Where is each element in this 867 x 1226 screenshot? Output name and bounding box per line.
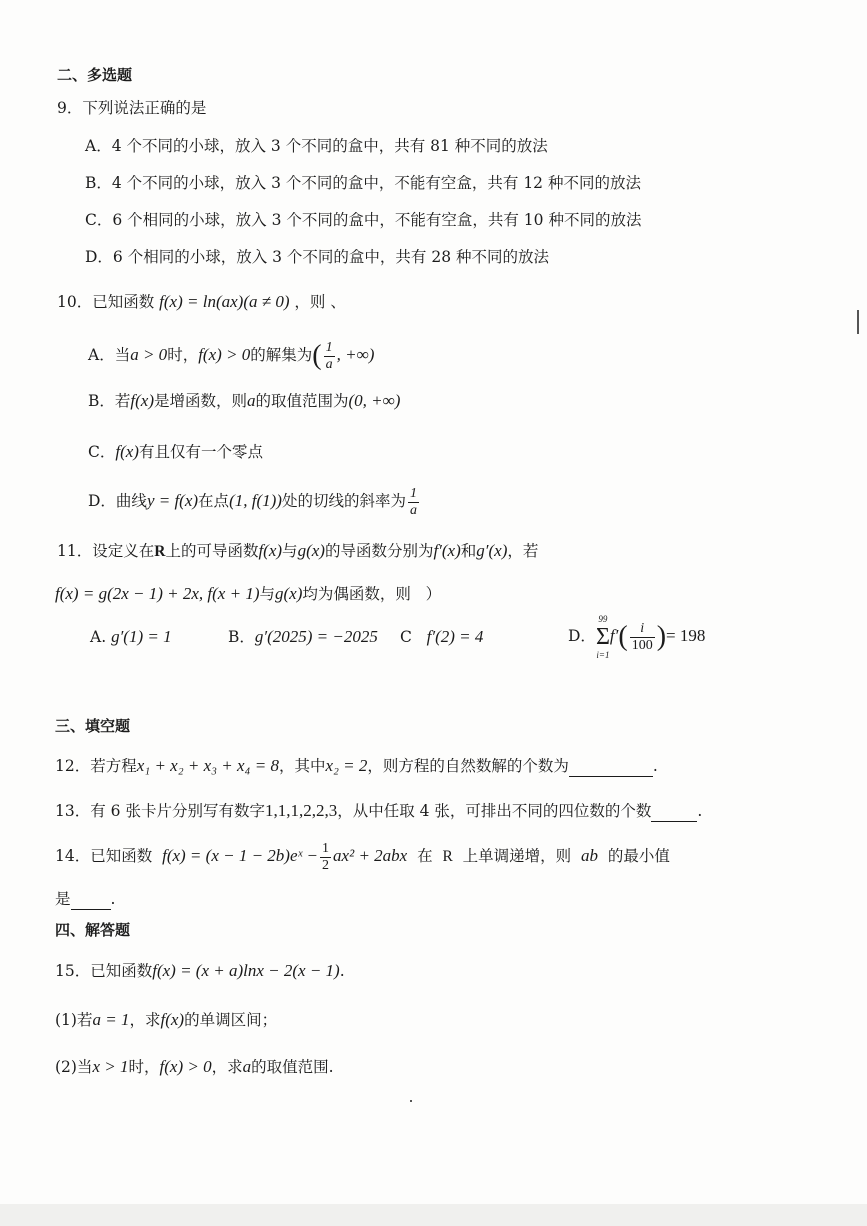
- q13-end: .: [697, 802, 703, 820]
- q12-equation: x₁ + x₂ + x₃ + x₄ = 8: [136, 756, 279, 775]
- q10-option-c: [88, 441, 263, 463]
- q11-d-paren-right: ): [656, 621, 667, 652]
- q14-func: f(x) = (x − 1 − 2b)eˣ −: [162, 846, 319, 865]
- q11-d-sum-top: 99: [598, 614, 608, 624]
- q11-option-b: [228, 626, 378, 648]
- q14-line2: [55, 888, 115, 910]
- q15-part2: [55, 1056, 334, 1078]
- q10-function: f(x) = ln(ax)(a ≠ 0): [159, 292, 290, 311]
- q12-a: 12．若方程: [55, 757, 137, 775]
- q11-c-label: C: [400, 628, 412, 646]
- section-fill-blank-title: 三、填空题: [55, 717, 131, 735]
- q15-p2-d: 的取值范围.: [251, 1058, 334, 1076]
- q10-c-f: f(x): [115, 442, 139, 461]
- q14-d: 的最小值: [607, 847, 670, 865]
- q10-option-b: [88, 390, 400, 412]
- q15-p2-cond: x > 1: [92, 1057, 129, 1076]
- q14-answer-blank[interactable]: [71, 893, 111, 910]
- q14-a: 14．已知函数: [55, 847, 153, 865]
- q10-d-text2: 处的切线的斜率为: [281, 492, 406, 510]
- q10-d-label: D．曲线: [88, 492, 147, 510]
- q12-c: ，则方程的自然数解的个数为: [367, 757, 569, 775]
- q9-option-d: D．6 个相同的小球，放入 3 个不同的盒中，共有 28 种不同的放法: [85, 248, 550, 266]
- q10-a-frac-den: a: [325, 356, 333, 372]
- q15-p1-a: (1)若: [55, 1011, 93, 1029]
- q10-a-frac-num: 1: [325, 339, 333, 355]
- q10-b-text1: 是增函数，则: [153, 392, 247, 410]
- q14-R: R: [442, 848, 453, 865]
- q11-l1-gp: g′(x): [476, 541, 508, 560]
- q10-d-point: (1, f(1)): [229, 491, 282, 510]
- q15-stem: [55, 960, 345, 982]
- q11-l1-d: 的导函数分别为: [324, 542, 434, 560]
- q11-d-eq: = 198: [666, 626, 706, 645]
- q15-part1: [55, 1009, 277, 1031]
- q15-a: 15．已知函数: [55, 962, 153, 980]
- q11-d-fraction: [630, 621, 655, 654]
- q11-line1: [57, 540, 538, 563]
- q10-b-a: a: [247, 391, 256, 410]
- q10-number: 10．已知函数: [57, 293, 155, 311]
- q11-l1-fp: f′(x): [433, 541, 461, 560]
- q10-c-text: 有且仅有一个零点: [138, 443, 263, 461]
- q11-d-sum-bottom: i=1: [596, 650, 610, 660]
- q12-answer-blank[interactable]: [569, 760, 653, 777]
- q10-b-text2: 的取值范围为: [255, 392, 349, 410]
- q11-d-paren-left: (: [618, 621, 628, 652]
- q15-end: .: [339, 962, 345, 980]
- q10-a-paren-left: (: [312, 340, 322, 371]
- q15-p1-f: f(x): [160, 1010, 185, 1029]
- q11-l1-f: f(x): [258, 541, 283, 560]
- q15-p2-ineq: f(x) > 0: [159, 1057, 212, 1076]
- q14-func2: ax² + 2abx: [333, 846, 408, 865]
- q11-b-expr: g′(2025) = −2025: [254, 627, 378, 646]
- scan-artifact-dot: [410, 1100, 412, 1102]
- q12: [55, 755, 658, 777]
- q14-ab: ab: [581, 846, 599, 865]
- q11-d-fprime: f′: [609, 626, 619, 645]
- q15-func: f(x) = (x + a)lnx − 2(x − 1): [152, 961, 340, 980]
- q11-d-frac-den: 100: [631, 637, 653, 653]
- section-solution-title: 四、解答题: [55, 921, 131, 939]
- q14-fraction: [320, 841, 331, 874]
- q11-option-d: [568, 612, 705, 661]
- q10-stem: [57, 291, 346, 313]
- q14-c: 上单调递增，则: [462, 847, 572, 865]
- q11-l2-c: ）: [425, 585, 442, 603]
- q12-cond: x₂ = 2: [325, 756, 368, 775]
- q11-option-c: [400, 626, 483, 648]
- q10-tail: ，则 、: [294, 293, 346, 311]
- q14-b: 在: [417, 847, 433, 865]
- q13: [55, 800, 702, 822]
- q9-stem: 9．下列说法正确的是: [57, 99, 207, 117]
- q9-option-b: B．4 个不同的小球，放入 3 个不同的盒中，不能有空盒，共有 12 种不同的放法: [85, 174, 641, 192]
- q11-l1-f-tail: ，若: [507, 542, 539, 560]
- page-bottom-band: [0, 1204, 867, 1226]
- q11-a-expr: g′(1) = 1: [111, 627, 172, 646]
- q10-b-interval: (0, +∞): [348, 391, 401, 410]
- q10-d-frac-num: 1: [409, 485, 417, 501]
- q11-line2: [55, 583, 441, 605]
- q11-d-label: D．: [568, 627, 596, 645]
- q10-d-curve: y = f(x): [146, 491, 199, 510]
- q11-l1-a: 11．设定义在: [57, 542, 155, 560]
- q13-digits: 1,1,1,2,2,3: [264, 801, 338, 820]
- q11-l1-e: 和: [460, 542, 477, 560]
- q10-d-text1: 在点: [198, 492, 230, 510]
- q10-a-label: A．当: [88, 346, 131, 364]
- q11-c-expr: f′(2) = 4: [426, 627, 484, 646]
- q15-p1-b: ，求: [129, 1011, 161, 1029]
- q15-p2-var: a: [242, 1057, 252, 1076]
- q14-frac-den: 2: [322, 857, 330, 873]
- q13-answer-blank[interactable]: [651, 805, 697, 822]
- q10-c-label: C．: [88, 443, 116, 461]
- q11-d-summation: [596, 613, 610, 661]
- q10-option-a: [88, 338, 374, 373]
- q9-option-a: A．4 个不同的小球，放入 3 个不同的盒中，共有 81 种不同的放法: [85, 137, 548, 155]
- q10-d-fraction: [408, 486, 419, 519]
- q11-l1-b: 上的可导函数: [165, 542, 259, 560]
- q10-a-text: 的解集为: [250, 346, 313, 364]
- q11-l1-g: g(x): [297, 541, 325, 560]
- section-multi-choice-title: 二、多选题: [57, 66, 133, 84]
- q12-b: ，其中: [278, 757, 326, 775]
- q15-p1-cond: a = 1: [92, 1010, 130, 1029]
- q10-a-fraction: [324, 340, 335, 373]
- q10-a-ineq: f(x) > 0: [198, 345, 251, 364]
- q13-a: 13．有 6 张卡片分别写有数字: [55, 802, 265, 820]
- q11-l1-R: R: [154, 543, 166, 560]
- sigma-icon: Σ: [595, 624, 610, 650]
- q11-l2-a: 与: [259, 585, 275, 603]
- q14-line1: [55, 838, 670, 875]
- q14-frac-num: 1: [322, 840, 330, 856]
- q11-l2-g: g(x): [275, 584, 303, 603]
- q11-l2-expr: f(x) = g(2x − 1) + 2x, f(x + 1): [55, 584, 260, 603]
- q15-p2-b: 时，: [128, 1058, 160, 1076]
- q11-d-frac-num: i: [630, 621, 655, 638]
- q10-b-label: B．若: [88, 392, 131, 410]
- q10-a-cond: a > 0: [130, 345, 168, 364]
- q14-line2-text: 是: [55, 890, 71, 908]
- q14-end: .: [110, 890, 116, 908]
- q11-a-label: A.: [90, 628, 107, 646]
- q15-p2-a: (2)当: [55, 1058, 93, 1076]
- scan-artifact-mark: [857, 310, 859, 334]
- q15-p2-c: ，求: [211, 1058, 243, 1076]
- q12-end: .: [652, 757, 658, 775]
- q11-b-label: B．: [228, 628, 255, 646]
- q10-b-f: f(x): [130, 391, 154, 410]
- q11-l1-c: 与: [282, 542, 298, 560]
- q10-a-mid: 时，: [167, 346, 199, 364]
- q10-option-d: [88, 484, 421, 519]
- q10-d-frac-den: a: [409, 502, 417, 518]
- q13-b: ，从中任取 4 张，可排出不同的四位数的个数: [337, 802, 652, 820]
- q15-p1-c: 的单调区间；: [184, 1011, 278, 1029]
- q11-l2-b: 均为偶函数，则: [302, 585, 411, 603]
- q9-option-c: C．6 个相同的小球，放入 3 个不同的盒中，不能有空盒，共有 10 种不同的放法: [85, 211, 642, 229]
- q10-a-interval-right: , +∞): [336, 345, 375, 364]
- q11-option-a: [90, 626, 172, 648]
